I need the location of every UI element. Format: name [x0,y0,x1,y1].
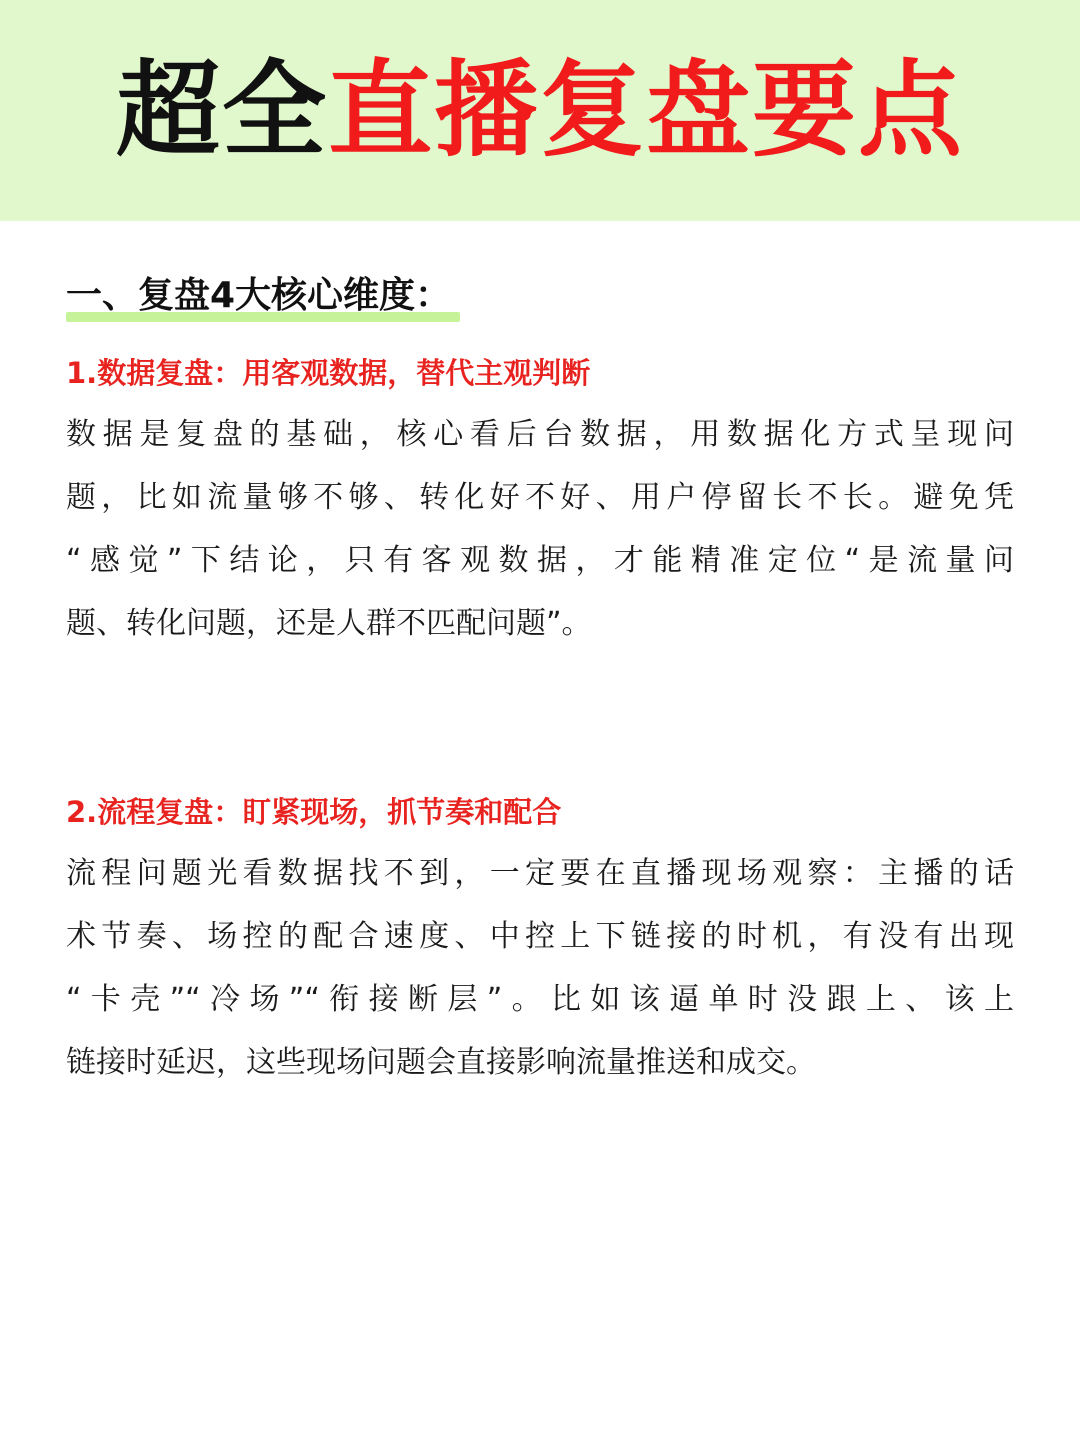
paragraph-line: “感觉”下结论，只有客观数据，才能精准定位“是流量问 [66,543,1014,578]
paragraph-line: 题、转化问题，还是人群不匹配问题”。 [66,606,592,641]
item-2-paragraph [66,852,1014,1104]
paragraph-line: 流程问题光看数据找不到，一定要在直播现场观察：主播的话 [66,856,1014,891]
item-2-heading: 2.流程复盘：盯紧现场，抓节奏和配合 [66,795,562,829]
paragraph-line: 链接时延迟，这些现场问题会直接影响流量推送和成交。 [66,1045,816,1080]
page-title-black: 超全 [115,49,328,171]
section-heading-text: 一、复盘4大核心维度： [66,275,452,316]
page-title-red: 直播复盘要点 [328,49,965,171]
item-1-paragraph [66,413,1014,665]
paragraph-line: 术节奏、场控的配合速度、中控上下链接的时机，有没有出现 [66,919,1014,954]
paragraph-line: 题，比如流量够不够、转化好不好、用户停留长不长。避免凭 [66,480,1014,515]
title-banner [0,0,1080,221]
page-title [0,49,1080,171]
section-heading [66,268,451,328]
paragraph-line: 数据是复盘的基础，核心看后台数据，用数据化方式呈现问 [66,417,1014,452]
item-1-heading: 1.数据复盘：用客观数据，替代主观判断 [66,356,591,390]
paragraph-line: “卡壳”“冷场”“衔接断层”。比如该逼单时没跟上、该上 [66,982,1014,1017]
